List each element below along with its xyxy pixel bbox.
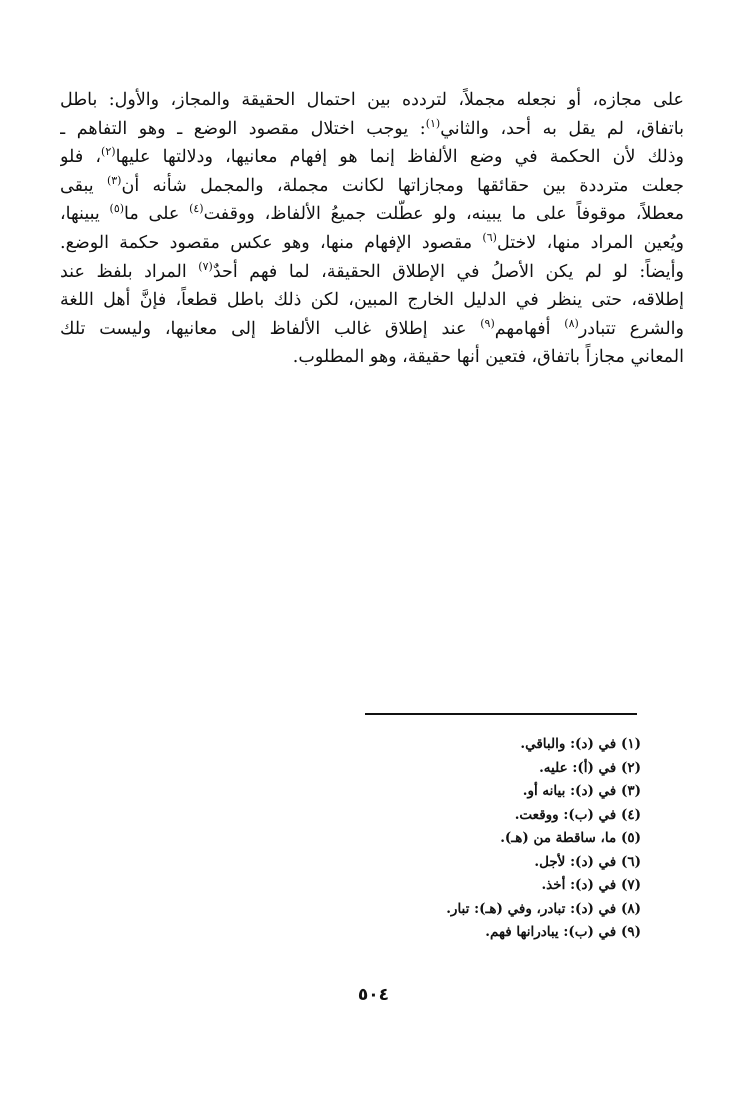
footnote-ref: (٨) <box>564 316 579 330</box>
footnote: (٦) في (د): لأجل. <box>534 853 641 870</box>
footnote-ref: (٦) <box>482 231 497 245</box>
footnote-ref: (٢) <box>101 145 116 159</box>
footnotes-list <box>221 733 641 945</box>
body-line: ويُعين المراد منها، لاختل$^{(٦)}$ مقصود الإفهام منها، وهو عكس مقصود حكمة الوضع. <box>60 231 684 253</box>
body-line: جعلت مترددة بين حقائقها ومجازاتها لكانت مجملة، والمجمل شأنه أن$^{(٣)}$ يبقى <box>60 173 684 196</box>
main-text-body <box>60 86 684 372</box>
body-line: وذلك لأن الحكمة في وضع الألفاظ إنما هو إفهام معانيها، ودلالتها عليها$^{(٢)}$، فلو <box>60 145 684 168</box>
footnote-ref: (٥) <box>109 202 125 216</box>
footnote: (٤) في (ب): ووقعت. <box>514 806 641 823</box>
footnote-separator <box>365 713 637 715</box>
footnote-ref: (٧) <box>198 259 213 273</box>
footnote-ref: (١) <box>425 116 441 130</box>
footnote-ref: (٩) <box>480 316 495 330</box>
footnote-ref: (٤) <box>189 202 204 216</box>
body-line: والشرع تتبادر$^{(٨)}$ أفهامهم$^{(٩)}$ عند إطلاق غالب الألفاظ إلى معانيها، وليست تلك <box>60 316 684 339</box>
footnote-ref: (٣) <box>106 173 122 187</box>
footnote: (٣) في (د): بيانه أو. <box>522 783 641 799</box>
footnote: (٨) في (د): تبادر، وفي (هـ): تبار. <box>446 900 641 917</box>
body-line: المعاني مجازاً باتفاق، فتعين أنها حقيقة، وهو المطلوب. <box>292 347 684 368</box>
body-line: معطلاً، موقوفاً على ما يبينه، ولو عطّلت جميعُ الألفاظ، ووقفت$^{(٤)}$ على ما$^{(٥)}$ يبينها، <box>60 202 684 225</box>
footnote: (٧) في (د): أخذ. <box>541 877 641 893</box>
page-number: ٥٠٤ <box>357 985 390 1005</box>
body-line: إطلاقه، حتى ينظر في الدليل الخارج المبين، لكن ذلك باطل قطعاً، فإنَّ أهل اللغة <box>60 290 684 311</box>
footnote: (٩) في (ب): يبادرانها فهم. <box>485 924 641 940</box>
footnote: (٥) ما، ساقطة من (هـ). <box>500 830 641 846</box>
body-line: على مجازه، أو نجعله مجملاً، لتردده بين احتمال الحقيقة والمجاز، والأول: باطل <box>60 90 684 110</box>
footnote: (٢) في (أ): عليه. <box>539 759 641 776</box>
footnote: (١) في (د): والباقي. <box>520 736 641 752</box>
body-line: باتفاق، لم يقل به أحد، والثاني$^{(١)}$: يوجب اختلال مقصود الوضع ـ وهو التفاهم ـ <box>60 116 684 139</box>
body-line: وأيضاً: لو لم يكن الأصلُ في الإطلاق الحقيقة، لما فهم أحدٌ$^{(٧)}$ المراد بلفظ عند <box>60 259 684 282</box>
